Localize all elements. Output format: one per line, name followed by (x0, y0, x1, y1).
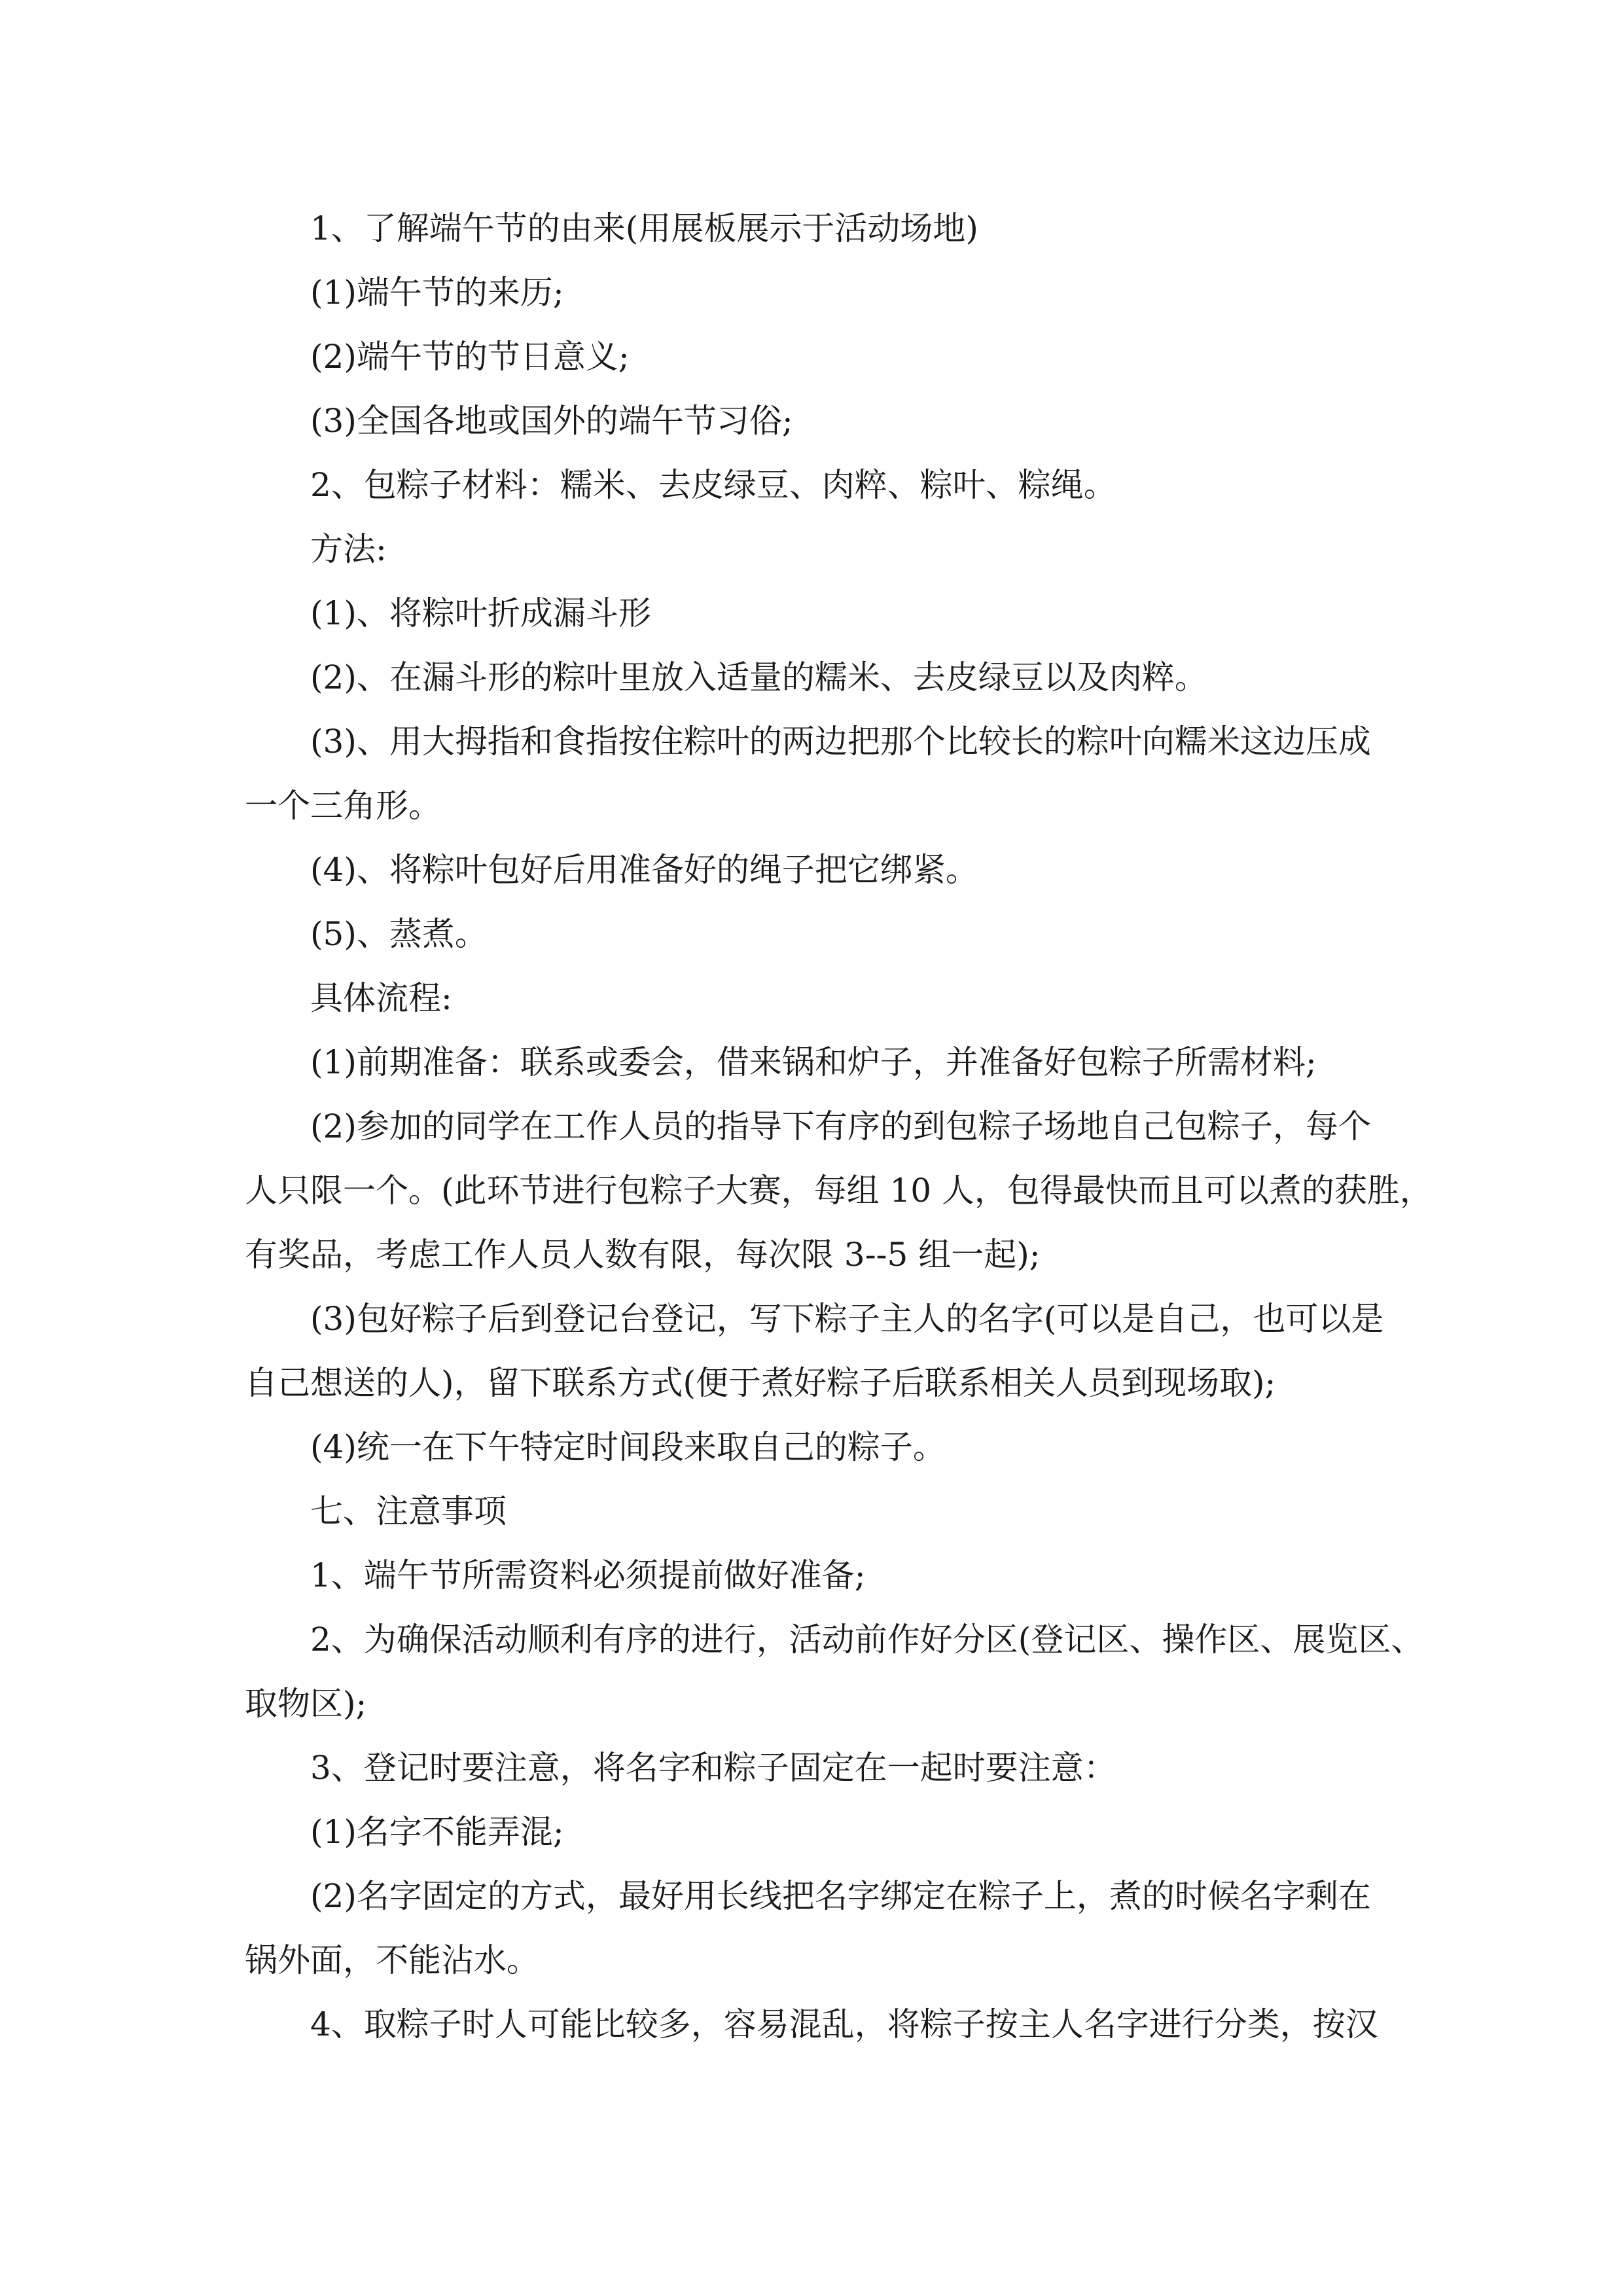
list-item-customs: (3)全国各地或国外的端午节习俗; (310, 402, 793, 440)
note-3-item-2-line-1: (2)名字固定的方式，最好用长线把名字绑定在粽子上，煮的时候名字剩在 (310, 1877, 1371, 1915)
note-2-line-1: 2、为确保活动顺利有序的进行，活动前作好分区(登记区、操作区、展览区、 (310, 1621, 1424, 1659)
note-1: 1、端午节所需资料必须提前做好准备; (310, 1556, 866, 1594)
note-3-item-2-line-2: 锅外面，不能沾水。 (245, 1941, 539, 1979)
note-4-line-1: 4、取粽子时人可能比较多，容易混乱，将粽子按主人名字进行分类，按汉 (310, 2005, 1378, 2043)
process-step-1: (1)前期准备：联系或委会，借来锅和炉子，并准备好包粽子所需材料; (310, 1043, 1317, 1081)
method-step-3-line-1: (3)、用大拇指和食指按住粽叶的两边把那个比较长的粽叶向糯米这边压成 (310, 723, 1371, 761)
process-step-3-line-2: 自己想送的人)，留下联系方式(便于煮好粽子后联系相关人员到现场取); (245, 1364, 1276, 1402)
method-step-3-line-2: 一个三角形。 (245, 787, 441, 825)
method-step-2: (2)、在漏斗形的粽叶里放入适量的糯米、去皮绿豆以及肉粹。 (310, 658, 1207, 696)
process-step-4: (4)统一在下午特定时间段来取自己的粽子。 (310, 1428, 946, 1466)
process-step-2-line-2: 人只限一个。(此环节进行包粽子大赛，每组 10 人，包得最快而且可以煮的获胜， (245, 1172, 1433, 1210)
method-step-4: (4)、将粽叶包好后用准备好的绳子把它绑紧。 (310, 851, 978, 889)
list-item-origin: (1)端午节的来历; (310, 274, 564, 312)
section-heading-notes: 七、注意事项 (310, 1492, 507, 1530)
note-3-item-1: (1)名字不能弄混; (310, 1813, 564, 1851)
paragraph-materials: 2、包粽子材料：糯米、去皮绿豆、肉粹、粽叶、粽绳。 (310, 466, 1116, 504)
process-step-2-line-3: 有奖品，考虑工作人员人数有限，每次限 3--5 组一起); (245, 1236, 1041, 1274)
method-step-1: (1)、将粽叶折成漏斗形 (310, 594, 651, 632)
list-item-meaning: (2)端午节的节日意义; (310, 338, 630, 376)
process-step-2-line-1: (2)参加的同学在工作人员的指导下有序的到包粽子场地自己包粽子，每个 (310, 1107, 1371, 1145)
paragraph-process-heading: 具体流程: (310, 979, 452, 1017)
paragraph-origin-heading: 1、了解端午节的由来(用展板展示于活动场地) (310, 209, 978, 247)
process-step-3-line-1: (3)包好粽子后到登记台登记，写下粽子主人的名字(可以是自己，也可以是 (310, 1300, 1384, 1338)
note-2-line-2: 取物区); (245, 1685, 367, 1723)
document-body (245, 196, 1433, 2056)
method-step-5: (5)、蒸煮。 (310, 915, 488, 953)
note-3: 3、登记时要注意，将名字和粽子固定在一起时要注意： (310, 1749, 1116, 1787)
paragraph-method-heading: 方法: (310, 530, 387, 568)
